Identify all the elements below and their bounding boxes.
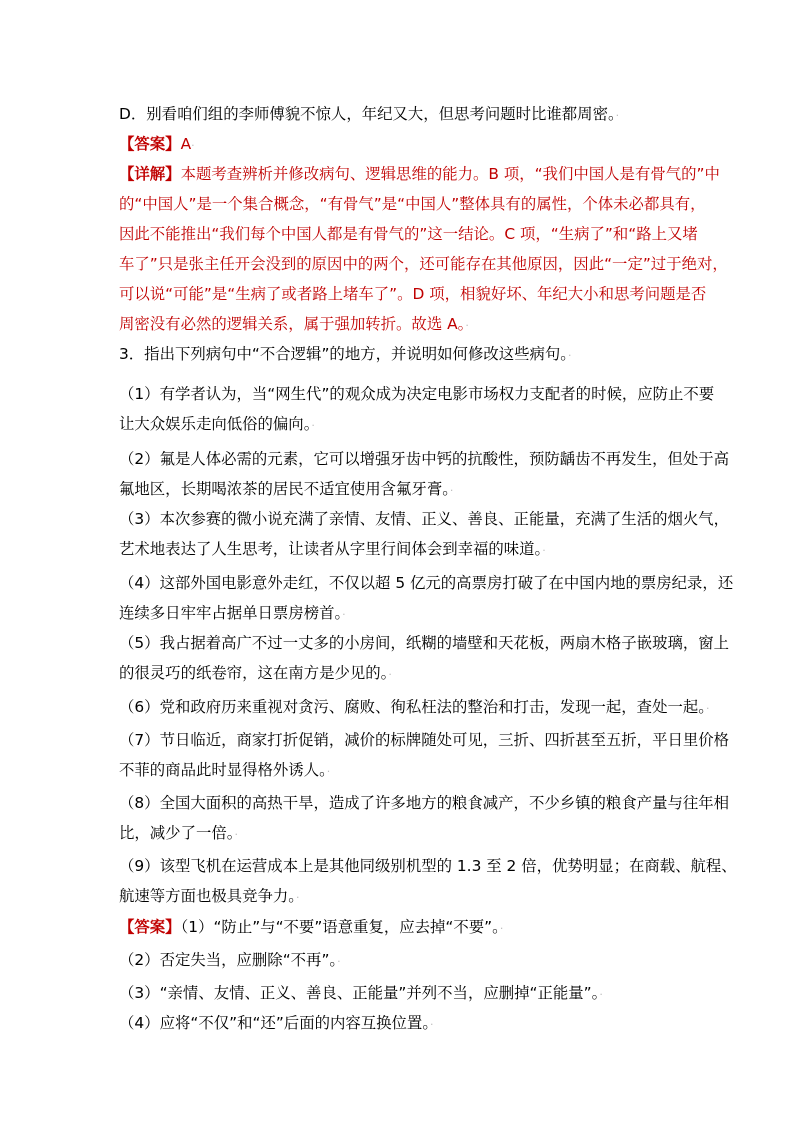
- detail-line: [119, 314, 469, 336]
- item-5-line: [119, 663, 392, 685]
- item-7-line: [119, 760, 330, 782]
- item-4-line: （4）这部外国电影意外走红，不仅以超 5 亿元的高票房打破了在中国内地的票房纪录，还: [119, 574, 734, 592]
- paragraph-mark: ·: [326, 765, 331, 778]
- item-4-line: [119, 603, 346, 625]
- item-text: 艺术地表达了人生思考，让读者从字里行间体会到幸福的味道。: [119, 540, 543, 558]
- paragraph-mark: ·: [311, 419, 315, 432]
- paragraph-mark: ·: [388, 668, 392, 681]
- paragraph-mark: ·: [342, 608, 346, 621]
- item-text: 的很灵巧的纸卷帘，这在南方是少见的。: [119, 664, 389, 682]
- answer-line: [119, 1013, 434, 1035]
- item-5-line: （5）我占据着高广不过一丈多的小房间，纸糊的墙壁和天花板，两扇木格子嵌玻璃，窗上: [119, 634, 730, 652]
- detail-text: 周密没有必然的逻辑关系，属于强加转折。故选 A。: [119, 315, 466, 333]
- paragraph-mark: ·: [499, 922, 504, 935]
- detail-tag: 【详解】: [119, 165, 181, 183]
- answer-line-2: [119, 917, 503, 939]
- item-2-line: （2）氟是人体必需的元素，它可以增强牙齿中钙的抗酸性，预防龋齿不再发生，但处于高: [119, 450, 730, 468]
- paragraph-mark: ·: [599, 988, 603, 1001]
- item-text: 不菲的商品此时显得格外诱人。: [119, 761, 327, 779]
- option-d: [119, 104, 619, 126]
- item-text: 连续多日牢牢占据单日票房榜首。: [119, 604, 343, 622]
- item-8-line: （8）全国大面积的高热干旱，造成了许多地方的粮食减产，不少乡镇的粮食产量与往年相: [119, 794, 730, 812]
- answer-value: A: [180, 135, 192, 153]
- paragraph-mark: ·: [191, 139, 195, 152]
- answer-text: （4）应将“不仅”和“还”后面的内容互换位置。: [119, 1014, 431, 1032]
- detail-line: 车了”只是张主任开会没到的原因中的两个，还可能存在其他原因，因此“一定”过于绝对，: [119, 255, 728, 273]
- answer-text: （2）否定失当，应删除“不再”。: [119, 951, 338, 969]
- item-text: 让大众娱乐走向低俗的偏向。: [119, 415, 312, 433]
- detail-line: [119, 164, 720, 184]
- detail-line: 因此不能推出“我们每个中国人都是有骨气的”这一结论。C 项，“生病了”和“路上又堵: [119, 225, 698, 243]
- item-text: 氟地区，长期喝浓茶的居民不适宜使用含氟牙膏。: [119, 480, 450, 498]
- question-3-text: 3．指出下列病句中“不合逻辑”的地方，并说明如何修改这些病句。: [119, 345, 568, 363]
- answer-line: [119, 983, 603, 1005]
- item-7-line: （7）节日临近，商家打折促销，减价的标牌随处可见，三折、四折甚至五折，平日里价格: [119, 731, 730, 749]
- detail-line: 可以说“可能”是“生病了或者路上堵车了”。D 项，相貌好坏、年纪大小和思考问题是否: [119, 285, 707, 303]
- answer-line: [119, 950, 341, 972]
- paragraph-mark: ·: [449, 484, 454, 497]
- answer-text: （1）“防止”与“不要”语意重复，应去掉“不要”。: [180, 918, 500, 936]
- item-text: 航速等方面也极具竞争力。: [119, 887, 296, 905]
- answer-line-1: [119, 134, 195, 156]
- item-9-line: [119, 886, 300, 908]
- item-1-line: [119, 414, 315, 436]
- paragraph-mark: ·: [430, 1018, 434, 1031]
- question-3-title: [119, 344, 571, 366]
- detail-text: 本题考查辨析并修改病句、逻辑思维的能力。B 项，“我们中国人是有骨气的”中: [180, 165, 720, 183]
- detail-line: 的“中国人”是一个集合概念，“有骨气”是“中国人”整体具有的属性，个体未必都具有，: [119, 195, 706, 213]
- paragraph-mark: ·: [567, 349, 572, 362]
- paragraph-mark: ·: [542, 544, 546, 557]
- item-6-line: [119, 697, 709, 719]
- paragraph-mark: ·: [234, 828, 238, 841]
- paragraph-mark: ·: [337, 955, 341, 968]
- answer-tag: 【答案】: [119, 918, 181, 936]
- item-text: 比，减少了一倍。: [119, 824, 235, 842]
- item-2-line: [119, 479, 453, 501]
- paragraph-mark: ·: [615, 109, 620, 122]
- paragraph-mark: ·: [296, 891, 300, 904]
- answer-tag: 【答案】: [119, 135, 181, 153]
- answer-text: （3）“亲情、友情、正义、善良、正能量”并列不当，应删掉“正能量”。: [119, 984, 600, 1002]
- paragraph-mark: ·: [705, 702, 710, 715]
- item-text: （6）党和政府历来重视对贪污、腐败、徇私枉法的整治和打击，发现一起，查处一起。: [119, 698, 706, 716]
- item-8-line: [119, 823, 238, 845]
- paragraph-mark: ·: [465, 319, 469, 332]
- item-3-line: （3）本次参赛的微小说充满了亲情、友情、正义、善良、正能量，充满了生活的烟火气，: [119, 510, 730, 528]
- option-d-text: D．别看咱们组的李师傅貌不惊人，年纪又大，但思考问题时比谁都周密。: [119, 105, 616, 123]
- item-1-line: （1）有学者认为，当“网生代”的观众成为决定电影市场权力支配者的时候，应防止不要: [119, 385, 715, 403]
- item-3-line: [119, 539, 546, 561]
- item-9-line: （9）该型飞机在运营成本上是其他同级别机型的 1.3 至 2 倍，优势明显；在商载、航程、: [119, 857, 737, 875]
